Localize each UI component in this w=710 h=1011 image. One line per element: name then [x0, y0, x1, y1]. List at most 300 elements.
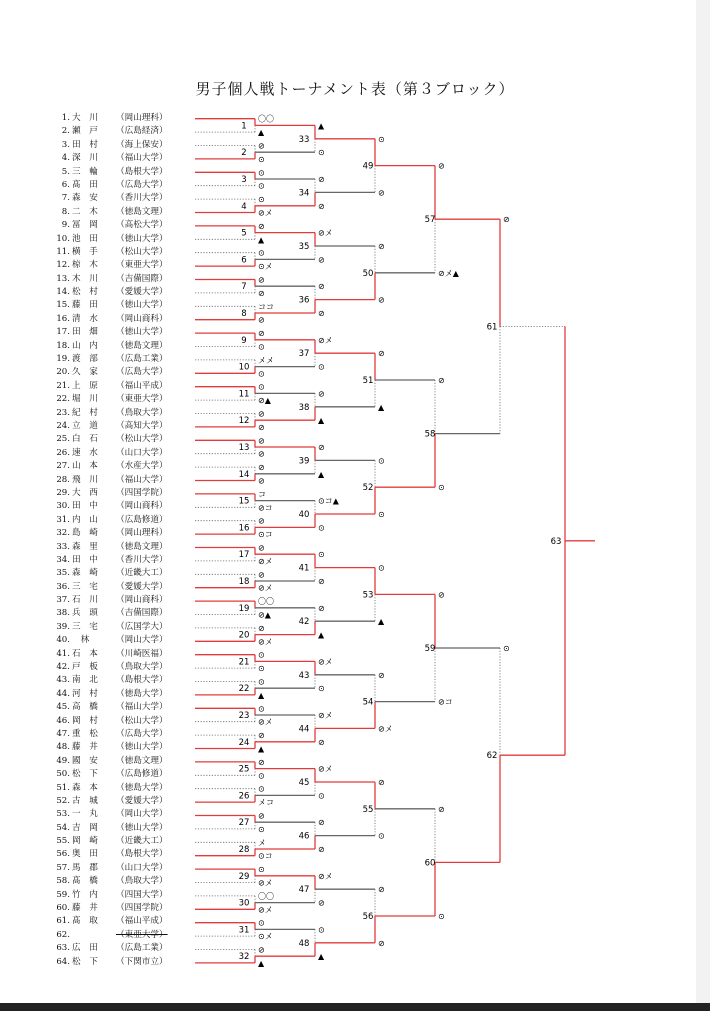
player-name: 椋 木: [72, 260, 98, 271]
player-number: 58.: [56, 876, 70, 887]
player-name: 藤 井: [72, 903, 98, 914]
score-mark: ⊘: [258, 409, 265, 419]
player-name: 岡 崎: [72, 836, 98, 847]
player-number: 15.: [56, 300, 70, 311]
player-name: 田 中: [72, 554, 98, 565]
player-number: 44.: [56, 688, 70, 699]
player-number: 6.: [61, 179, 70, 190]
score-mark: ⊘: [318, 389, 325, 399]
score-mark: ⊘: [378, 242, 385, 251]
player-name: 南 北: [72, 675, 98, 686]
player-number: 8.: [61, 206, 70, 217]
score-mark: ⊘: [258, 449, 265, 459]
player-number: 17.: [56, 327, 70, 338]
player-school: （徳山大学）: [116, 822, 168, 833]
player-school: （四国学院）: [116, 487, 168, 498]
match-number: 28: [238, 845, 250, 855]
score-mark: ⊘メ: [258, 905, 273, 915]
match-number: 52: [362, 483, 374, 494]
score-mark: ⊙: [318, 362, 325, 372]
player-school: （東亜大学）: [116, 929, 168, 940]
score-mark: ⊘: [318, 282, 325, 292]
player-school: （広島経済）: [116, 126, 168, 137]
score-mark: ⊙: [318, 550, 325, 560]
score-mark: ▲: [378, 402, 385, 412]
player-name: 横 手: [72, 246, 98, 257]
player-school: （香川大学）: [116, 193, 168, 204]
match-number: 44: [298, 724, 310, 735]
player-school: （吉備国際）: [116, 273, 168, 284]
score-mark: ⊘: [318, 577, 325, 586]
score-mark: 〇〇: [258, 891, 274, 901]
match-number: 42: [298, 617, 310, 628]
player-name: 藤 田: [72, 300, 98, 311]
player-number: 23.: [56, 407, 70, 418]
player-name: 松 下: [72, 956, 98, 967]
match-number: 6: [241, 255, 247, 266]
score-mark: ⊘: [318, 898, 325, 908]
player-name: 久 家: [72, 367, 98, 378]
player-school: （島根大学）: [116, 849, 168, 860]
match-number: 32: [238, 952, 250, 963]
player-school: （広島大学）: [116, 367, 168, 378]
player-number: 12.: [56, 260, 70, 271]
match-number: 16: [238, 523, 250, 534]
player-school: （山口大学）: [116, 862, 168, 873]
player-name: 堀 川: [72, 394, 98, 405]
player-name: 立 道: [72, 420, 98, 431]
score-mark: ⊙: [258, 824, 265, 834]
score-mark: ⊙: [503, 644, 510, 653]
match-number: 31: [238, 925, 250, 936]
player-number: 61.: [56, 916, 70, 927]
match-number: 49: [362, 161, 374, 172]
player-school: （松山大学）: [116, 246, 168, 257]
player-number: 18.: [56, 340, 70, 351]
player-school: （徳島文理）: [116, 755, 168, 766]
score-mark: ⊙: [258, 918, 265, 928]
match-number: 8: [241, 309, 247, 319]
player-number: 50.: [56, 769, 70, 780]
score-mark: ⊙: [258, 677, 265, 687]
match-number: 35: [298, 242, 310, 252]
player-number: 2.: [61, 126, 70, 137]
player-school: （香川大学）: [116, 554, 168, 565]
player-name: 田 中: [72, 501, 98, 512]
player-name: 大 川: [72, 113, 98, 123]
score-mark: ⊙: [378, 563, 385, 573]
match-number: 61: [486, 322, 498, 333]
score-mark: ⊙: [378, 831, 385, 841]
match-number: 27: [238, 818, 250, 829]
player-number: 33.: [56, 541, 70, 552]
score-mark: ⊘: [258, 543, 265, 553]
match-number: 59: [424, 644, 436, 654]
score-mark: ⊘コ: [438, 697, 453, 707]
player-number: 53.: [56, 809, 70, 820]
match-number: 12: [238, 416, 250, 427]
match-number: 7: [241, 282, 247, 293]
player-number: 36.: [56, 581, 70, 592]
player-number: 42.: [56, 662, 70, 673]
match-number: 39: [298, 456, 310, 467]
score-mark: ⊘メ: [318, 711, 333, 720]
player-name: 三 宅: [72, 581, 98, 592]
player-number: 63.: [56, 943, 70, 954]
player-school: （福山平成）: [116, 380, 168, 391]
score-mark: ⊘メ: [258, 208, 273, 218]
score-mark: ⊘: [378, 885, 385, 895]
score-mark: ▲: [258, 235, 265, 245]
score-mark: ⊘: [318, 255, 325, 265]
player-number: 9.: [61, 220, 70, 231]
score-mark: ⊙: [258, 369, 265, 379]
match-number: 62: [486, 751, 498, 762]
score-mark: ⊘: [378, 349, 385, 359]
match-number: 48: [298, 938, 310, 949]
match-number: 26: [238, 791, 250, 802]
score-mark: ⊙: [438, 483, 445, 493]
player-name: 森 安: [72, 193, 98, 204]
player-name: 白 石: [72, 434, 98, 445]
score-mark: ⊘: [258, 811, 265, 821]
player-number: 20.: [56, 367, 70, 378]
score-mark: ⊘メ: [378, 724, 393, 734]
player-name: 田 村: [72, 139, 98, 150]
score-mark: ⊘: [258, 141, 265, 151]
player-school: （近畿大工）: [116, 836, 168, 847]
player-name: 石 川: [72, 595, 98, 606]
player-number: 34.: [56, 554, 70, 565]
score-mark: ⊘: [318, 737, 325, 747]
player-name: 瀬 戸: [72, 126, 98, 137]
score-mark: メ: [258, 838, 266, 848]
player-number: 1.: [61, 113, 70, 123]
match-number: 58: [424, 429, 436, 440]
player-school: （近畿大工）: [116, 568, 168, 579]
match-number: 33: [298, 134, 310, 145]
score-mark: ⊘: [318, 845, 325, 854]
player-name: 冨 岡: [72, 220, 98, 231]
score-mark: ⊘: [378, 295, 385, 305]
player-school: （広島工業）: [116, 354, 168, 365]
player-school: （愛媛大学）: [116, 795, 168, 806]
score-mark: ⊘: [378, 938, 385, 948]
player-number: 19.: [56, 354, 70, 365]
player-number: 48.: [56, 742, 70, 753]
score-mark: ⊙メ: [258, 932, 273, 942]
match-number: 47: [298, 885, 310, 896]
player-school: （岡山商科）: [116, 501, 168, 512]
player-name: 戸 板: [72, 662, 98, 673]
match-number: 22: [238, 684, 250, 695]
player-name: 重 松: [72, 728, 98, 739]
player-name: 高 橋: [72, 702, 98, 713]
player-number: 11.: [56, 246, 70, 257]
player-school: （四国大学）: [116, 889, 168, 900]
player-name: 深 川: [72, 153, 98, 164]
match-number: 5: [241, 228, 247, 239]
player-number: 43.: [56, 675, 70, 686]
player-school: （広国学大）: [116, 621, 168, 632]
score-mark: ⊙メ: [258, 262, 273, 272]
player-number: 13.: [56, 273, 70, 284]
score-mark: ▲: [318, 630, 325, 640]
match-number: 20: [238, 630, 250, 641]
score-mark: ⊙: [258, 248, 265, 258]
player-number: 45.: [56, 702, 70, 713]
score-mark: ⊘: [258, 436, 265, 446]
player-name: 馬 郡: [72, 862, 98, 873]
player-name: 藤 井: [72, 742, 98, 753]
player-number: 28.: [56, 474, 70, 485]
score-mark: ▲: [378, 617, 385, 627]
player-number: 29.: [56, 487, 70, 498]
player-school: （広島大学）: [116, 728, 168, 739]
score-mark: ⊘メ: [258, 878, 273, 888]
match-number: 41: [298, 563, 310, 574]
player-school: （鳥取大学）: [116, 407, 168, 418]
score-mark: ⊘: [318, 309, 325, 318]
score-mark: ⊘: [438, 376, 445, 385]
score-mark: 〇〇: [258, 114, 274, 124]
score-mark: ⊙: [318, 523, 325, 533]
player-name: 古 城: [72, 795, 98, 806]
match-number: 37: [298, 349, 310, 360]
score-mark: ▲: [258, 958, 265, 968]
score-mark: ⊘メ: [318, 335, 333, 345]
score-mark: ⊙: [258, 865, 265, 875]
score-mark: ⊙: [378, 134, 385, 144]
match-number: 53: [362, 590, 374, 601]
player-name: 速 水: [72, 447, 98, 458]
score-mark: ⊙: [378, 510, 385, 519]
player-school: （岡山大学）: [116, 635, 168, 646]
player-name: 木 川: [72, 273, 98, 284]
score-mark: ⊘: [378, 670, 385, 680]
score-mark: ⊘コ: [258, 503, 273, 513]
match-number: 63: [550, 536, 562, 547]
player-name: 広 田: [72, 943, 98, 954]
player-number: 39.: [56, 621, 70, 632]
match-number: 1: [241, 121, 247, 132]
scan-bottom-edge: [0, 1003, 710, 1011]
match-number: 45: [298, 778, 310, 788]
player-school: （海上保安）: [116, 139, 168, 150]
player-school: （福山大学）: [116, 702, 168, 713]
player-school: （下関市立）: [116, 956, 168, 967]
player-school: （岡山理科）: [116, 528, 168, 539]
score-mark: ▲: [258, 128, 265, 138]
player-school: （福山大学）: [116, 153, 168, 164]
player-school: （岡山商科）: [116, 595, 168, 606]
score-mark: ⊘メ: [258, 637, 273, 647]
player-number: 59.: [56, 889, 70, 900]
player-number: 32.: [56, 528, 70, 539]
match-number: 46: [298, 831, 310, 842]
match-number: 17: [238, 550, 250, 561]
page-title: 男子個人戦トーナメント表（第３ブロック）: [195, 80, 515, 98]
player-name: 髙 田: [72, 179, 98, 190]
player-name: 一 丸: [72, 809, 98, 820]
match-number: 25: [238, 764, 250, 775]
player-school: （松山大学）: [116, 715, 168, 726]
score-mark: ⊘メ: [258, 556, 273, 566]
score-mark: ⊙コ: [258, 851, 273, 861]
score-mark: ⊘メ: [318, 764, 333, 774]
player-school: （川崎医福）: [116, 648, 168, 659]
match-number: 2: [241, 148, 247, 159]
score-mark: ⊘: [258, 945, 265, 955]
player-name: 内 山: [72, 514, 98, 525]
player-name: 奥 田: [72, 849, 98, 860]
score-mark: ⊘: [258, 731, 265, 741]
match-number: 30: [238, 898, 250, 909]
match-number: 24: [238, 737, 250, 748]
match-number: 3: [241, 175, 247, 185]
score-mark: ⊙: [318, 925, 325, 935]
player-school: （高松大学）: [116, 220, 168, 231]
player-number: 40.: [56, 635, 70, 646]
player-name: 森 里: [72, 541, 98, 552]
player-number: 16.: [56, 313, 70, 324]
score-mark: ⊘: [438, 804, 445, 814]
player-number: 24.: [56, 420, 70, 431]
player-number: 22.: [56, 394, 70, 405]
match-number: 60: [424, 858, 436, 869]
player-number: 55.: [56, 836, 70, 847]
player-number: 31.: [56, 514, 70, 525]
player-number: 56.: [56, 849, 70, 860]
player-name: 上 原: [72, 380, 98, 391]
match-number: 57: [424, 215, 436, 226]
player-school: （東亜大学）: [116, 260, 168, 271]
match-number: 21: [238, 657, 250, 668]
player-name: 島 崎: [72, 528, 98, 539]
player-name: 山 内: [72, 340, 98, 351]
player-school: （東亜大学）: [116, 394, 168, 405]
score-mark: ⊙: [258, 195, 265, 205]
score-mark: ⊙: [318, 148, 325, 158]
player-school: （福山平成）: [116, 916, 168, 927]
match-number: 23: [238, 711, 250, 721]
score-mark: ⊘メ: [318, 657, 333, 667]
score-mark: ⊙: [258, 168, 265, 178]
score-mark: ▲: [318, 416, 325, 426]
player-name: 三 輪: [72, 166, 98, 177]
score-mark: ⊘: [318, 201, 325, 211]
score-mark: メコ: [258, 798, 274, 808]
player-school: （岡山商科）: [116, 313, 168, 324]
score-mark: ▲: [318, 121, 325, 131]
score-mark: ▲: [258, 744, 265, 754]
score-mark: ⊘▲: [258, 610, 271, 620]
player-school: （広島修道）: [116, 514, 168, 525]
score-mark: ⊘: [258, 329, 265, 339]
match-number: 55: [362, 804, 374, 815]
player-name: 飛 川: [72, 474, 98, 485]
player-school: （鳥取大学）: [116, 662, 168, 673]
score-mark: ⊘: [258, 623, 265, 633]
player-name: 松 下: [72, 769, 98, 780]
score-mark: ⊙: [258, 342, 265, 352]
player-school: （岡山大学）: [116, 809, 168, 820]
player-number: 5.: [61, 166, 70, 177]
score-mark: ⊘: [378, 778, 385, 787]
player-number: 52.: [56, 795, 70, 806]
player-number: 21.: [56, 380, 70, 391]
score-mark: ⊙: [258, 771, 265, 781]
score-mark: ⊙: [258, 181, 265, 191]
player-name: 石 本: [72, 648, 98, 659]
player-number: 49.: [56, 755, 70, 766]
score-mark: ⊘: [318, 603, 325, 613]
score-mark: メメ: [258, 355, 274, 365]
player-number: 47.: [56, 728, 70, 739]
score-mark: ⊘: [258, 476, 265, 486]
player-school: （愛媛大学）: [116, 581, 168, 592]
player-number: 7.: [61, 193, 70, 204]
player-school: （徳島文理）: [116, 541, 168, 552]
player-number: 51.: [56, 782, 70, 793]
match-number: 13: [238, 443, 250, 453]
score-mark: ⊘: [503, 215, 510, 225]
player-school: （福山大学）: [116, 474, 168, 485]
player-number: 10.: [56, 233, 70, 244]
score-mark: コ: [258, 489, 266, 499]
score-mark: ⊘: [258, 516, 265, 526]
match-number: 40: [298, 510, 310, 520]
score-mark: ⊘メ: [258, 583, 273, 593]
score-mark: ⊙: [258, 154, 265, 164]
player-name: 田 畑: [72, 327, 98, 338]
scan-edge: [696, 0, 710, 1011]
player-school: （徳山大学）: [116, 742, 168, 753]
player-number: 3.: [61, 139, 70, 150]
player-school: （愛媛大学）: [116, 287, 168, 298]
player-name: 河 村: [72, 688, 98, 699]
player-school: （徳島大学）: [116, 688, 168, 699]
player-number: 35.: [56, 568, 70, 579]
player-name: 森 本: [72, 782, 98, 793]
player-school: （四国学院）: [116, 903, 168, 914]
match-number: 56: [362, 912, 374, 922]
player-school: （山口大学）: [116, 447, 168, 458]
score-mark: ⊙コ: [258, 530, 273, 540]
player-number: 62.: [56, 929, 70, 940]
score-mark: ⊘: [258, 275, 265, 285]
player-name: 二 木: [72, 206, 98, 217]
match-number: 10: [238, 362, 250, 373]
player-name: 紀 村: [72, 407, 98, 418]
player-number: 37.: [56, 595, 70, 606]
player-number: 4.: [61, 153, 70, 164]
score-mark: ⊙: [378, 456, 385, 466]
match-number: 19: [238, 603, 250, 614]
player-school: （鳥取大学）: [116, 876, 168, 887]
player-school: （徳山大学）: [116, 327, 168, 338]
player-name: 髙 橋: [72, 876, 98, 887]
score-mark: ⊘: [438, 161, 445, 171]
match-number: 29: [238, 871, 250, 882]
player-school: （広島大学）: [116, 179, 168, 190]
player-name: 岡 村: [72, 715, 98, 726]
score-mark: ⊘: [438, 590, 445, 600]
score-mark: ⊘: [258, 757, 265, 767]
score-mark: ⊘: [258, 315, 265, 325]
score-mark: ⊘メ▲: [438, 268, 459, 278]
player-number: 46.: [56, 715, 70, 726]
